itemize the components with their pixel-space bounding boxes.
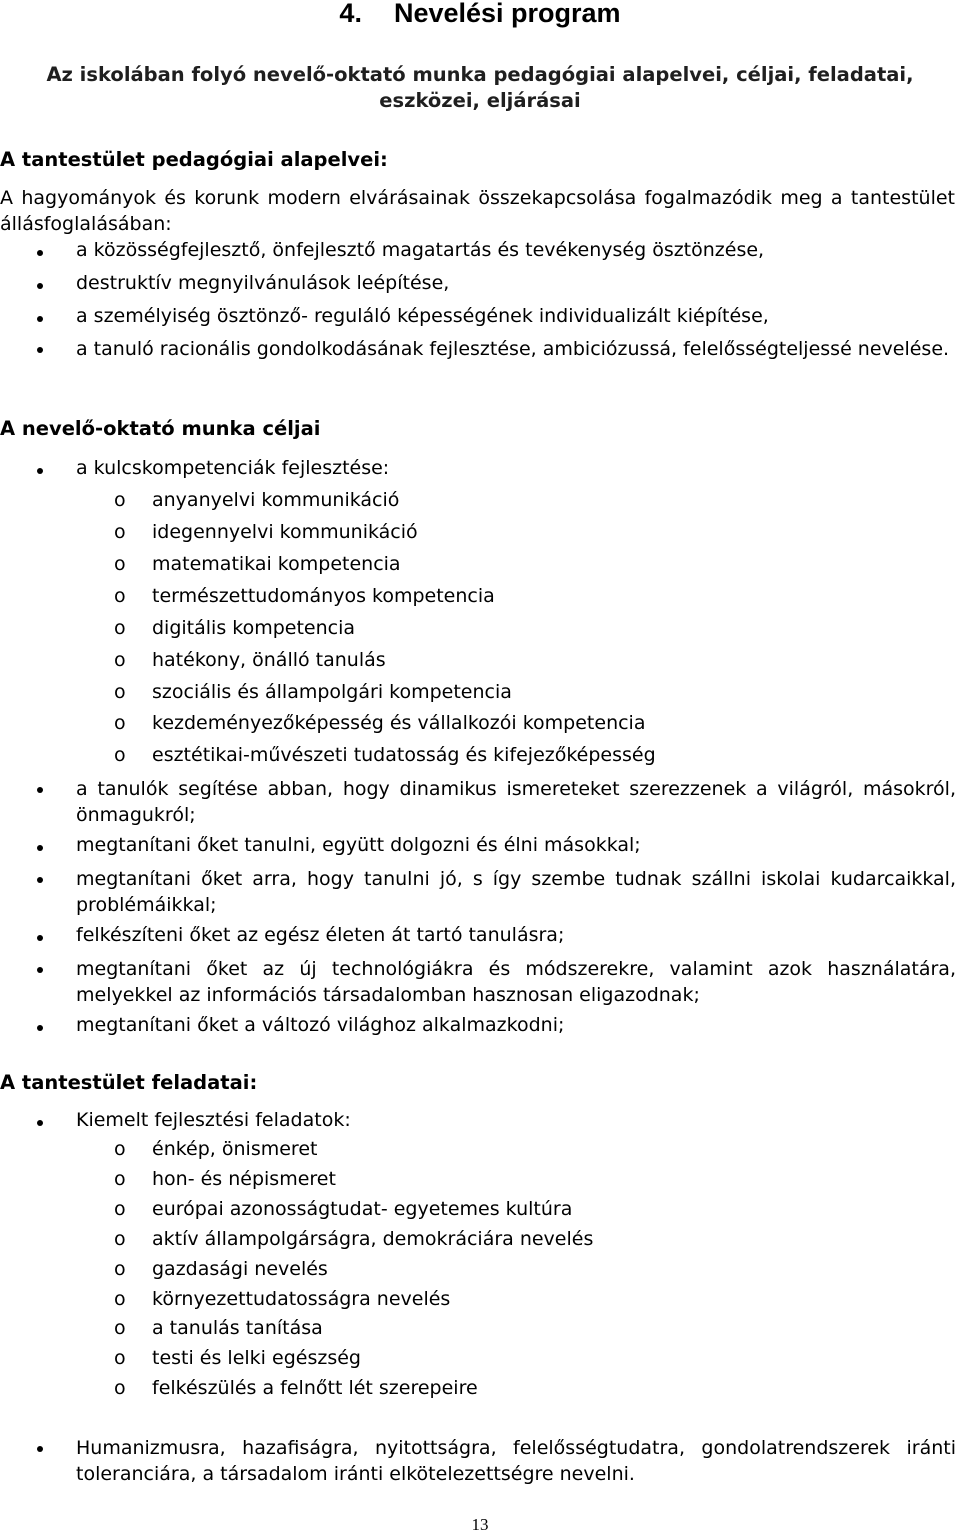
- circle-bullet-icon: o: [114, 1198, 126, 1220]
- chapter-title-text: Nevelési program: [393, 0, 621, 28]
- sub-list-item-text: idegennyelvi kommunikáció: [152, 521, 418, 543]
- bullet-icon: [37, 250, 43, 256]
- bullet-icon: [37, 316, 43, 322]
- list-item: [0, 1109, 960, 1137]
- sub-list-item: [0, 712, 960, 740]
- list-item-text: megtanítani őket az új technológiákra és módszerekre, valamint azok használatára, melyekkel az információs társadalomban hasznosan eligazodnak;: [76, 958, 956, 1006]
- sub-list-item: [0, 489, 960, 517]
- list-item: [0, 834, 960, 862]
- list-item: [0, 776, 960, 826]
- sub-list-item-text: hon- és népismeret: [152, 1168, 336, 1190]
- bullet-icon: [37, 935, 43, 941]
- sub-list-item: [0, 744, 960, 772]
- sub-list-item: [0, 1168, 960, 1196]
- list-item: [0, 457, 960, 485]
- list-item: [0, 305, 960, 333]
- list-item: [0, 866, 960, 916]
- circle-bullet-icon: o: [114, 521, 126, 543]
- list-item-text: a tanulók segítése abban, hogy dinamikus ismereteket szerezzenek a világról, másokról, önmagukról;: [76, 778, 956, 826]
- list-item-text: megtanítani őket arra, hogy tanulni jó, s így szembe tudnak szállni iskolai kudarcaikkal, problémáikkal;: [76, 868, 956, 916]
- sub-list-item-text: digitális kompetencia: [152, 617, 356, 639]
- list-item-text: a személyiség ösztönző- reguláló képességének individualizált kiépítése,: [76, 305, 769, 327]
- page-number: 13: [471, 1515, 489, 1534]
- sub-list-item: [0, 585, 960, 613]
- list-item-text: a közösségfejlesztő, önfejlesztő magatartás és tevékenység ösztönzése,: [76, 239, 765, 261]
- tasks-heading: A tantestület feladatai:: [0, 1071, 258, 1094]
- list-item-text: Kiemelt fejlesztési feladatok:: [76, 1109, 351, 1131]
- sub-list-item: [0, 681, 960, 709]
- bullet-icon: [37, 1446, 43, 1452]
- sub-list-item: [0, 649, 960, 677]
- sub-list-item-text: felkészülés a felnőtt lét szerepeire: [152, 1377, 478, 1399]
- sub-list-item-text: matematikai kompetencia: [152, 553, 401, 575]
- sub-list-item-text: európai azonosságtudat- egyetemes kultúra: [152, 1198, 573, 1220]
- circle-bullet-icon: o: [114, 1317, 126, 1339]
- goals-heading: A nevelő-oktató munka céljai: [0, 417, 321, 440]
- list-item: [0, 956, 960, 1006]
- sub-list-item: [0, 1228, 960, 1256]
- chapter-number: 4.: [339, 0, 362, 28]
- circle-bullet-icon: o: [114, 1347, 126, 1369]
- sub-list-item: [0, 1288, 960, 1316]
- bullet-icon: [37, 1025, 43, 1031]
- list-item: [0, 336, 960, 364]
- list-item: [0, 924, 960, 952]
- sub-list-item: [0, 1377, 960, 1405]
- bullet-icon: [37, 787, 43, 793]
- principles-intro: A hagyományok és korunk modern elvárásainak összekapcsolása fogalmazódik meg a tantestület állásfoglalásában:: [0, 187, 955, 235]
- circle-bullet-icon: o: [114, 1228, 126, 1250]
- sub-list-item: [0, 1198, 960, 1226]
- bullet-icon: [37, 967, 43, 973]
- bullet-icon: [37, 347, 43, 353]
- sub-list-item-text: gazdasági nevelés: [152, 1258, 328, 1280]
- chapter-title: [0, 0, 960, 29]
- circle-bullet-icon: o: [114, 489, 126, 511]
- list-item: [0, 1014, 960, 1042]
- sub-list-item: [0, 1138, 960, 1166]
- circle-bullet-icon: o: [114, 1377, 126, 1399]
- list-item-text: a tanuló racionális gondolkodásának fejlesztése, ambiciózussá, felelősségteljessé nevelése.: [76, 338, 950, 360]
- sub-list-item-text: aktív állampolgárságra, demokráciára nevelés: [152, 1228, 594, 1250]
- circle-bullet-icon: o: [114, 1138, 126, 1160]
- section-title: [0, 62, 960, 114]
- circle-bullet-icon: o: [114, 681, 126, 703]
- circle-bullet-icon: o: [114, 553, 126, 575]
- list-item-text: felkészíteni őket az egész életen át tartó tanulásra;: [76, 924, 565, 946]
- sub-list-item-text: természettudományos kompetencia: [152, 585, 495, 607]
- list-item-text: a kulcskompetenciák fejlesztése:: [76, 457, 390, 479]
- list-item-text: megtanítani őket tanulni, együtt dolgozni és élni másokkal;: [76, 834, 641, 856]
- circle-bullet-icon: o: [114, 712, 126, 734]
- bullet-icon: [37, 1120, 43, 1126]
- list-item-text: Humanizmusra, hazafiságra, nyitottságra, felelősségtudatra, gondolatrendszerek iránti toleranciára, a társadalom iránti elkötelezettségre nevelni.: [76, 1437, 956, 1485]
- bullet-icon: [37, 283, 43, 289]
- list-item: [0, 272, 960, 300]
- list-item: [0, 239, 960, 267]
- sub-list-item-text: környezettudatosságra nevelés: [152, 1288, 451, 1310]
- sub-list-item-text: anyanyelvi kommunikáció: [152, 489, 400, 511]
- circle-bullet-icon: o: [114, 649, 126, 671]
- principles-heading: A tantestület pedagógiai alapelvei:: [0, 148, 388, 171]
- circle-bullet-icon: o: [114, 617, 126, 639]
- sub-list-item-text: hatékony, önálló tanulás: [152, 649, 386, 671]
- circle-bullet-icon: o: [114, 1288, 126, 1310]
- sub-list-item: [0, 1347, 960, 1375]
- list-item-text: destruktív megnyilvánulások leépítése,: [76, 272, 450, 294]
- circle-bullet-icon: o: [114, 585, 126, 607]
- list-item-text: megtanítani őket a változó világhoz alkalmazkodni;: [76, 1014, 565, 1036]
- list-item: [0, 1435, 960, 1485]
- sub-list-item-text: énkép, önismeret: [152, 1138, 318, 1160]
- section-title-line-2: eszközei, eljárásai: [379, 89, 581, 112]
- bullet-icon: [37, 877, 43, 883]
- sub-list-item-text: testi és lelki egészség: [152, 1347, 361, 1369]
- bullet-icon: [37, 845, 43, 851]
- sub-list-item: [0, 1317, 960, 1345]
- sub-list-item: [0, 553, 960, 581]
- sub-list-item: [0, 1258, 960, 1286]
- sub-list-item-text: a tanulás tanítása: [152, 1317, 323, 1339]
- circle-bullet-icon: o: [114, 744, 126, 766]
- sub-list-item-text: szociális és állampolgári kompetencia: [152, 681, 512, 703]
- sub-list-item: [0, 617, 960, 645]
- section-title-line-1: Az iskolában folyó nevelő-oktató munka pedagógiai alapelvei, céljai, feladatai,: [46, 63, 914, 86]
- sub-list-item: [0, 521, 960, 549]
- sub-list-item-text: kezdeményezőképesség és vállalkozói kompetencia: [152, 712, 646, 734]
- bullet-icon: [37, 468, 43, 474]
- sub-list-item-text: esztétikai-művészeti tudatosság és kifejezőképesség: [152, 744, 656, 766]
- circle-bullet-icon: o: [114, 1168, 126, 1190]
- circle-bullet-icon: o: [114, 1258, 126, 1280]
